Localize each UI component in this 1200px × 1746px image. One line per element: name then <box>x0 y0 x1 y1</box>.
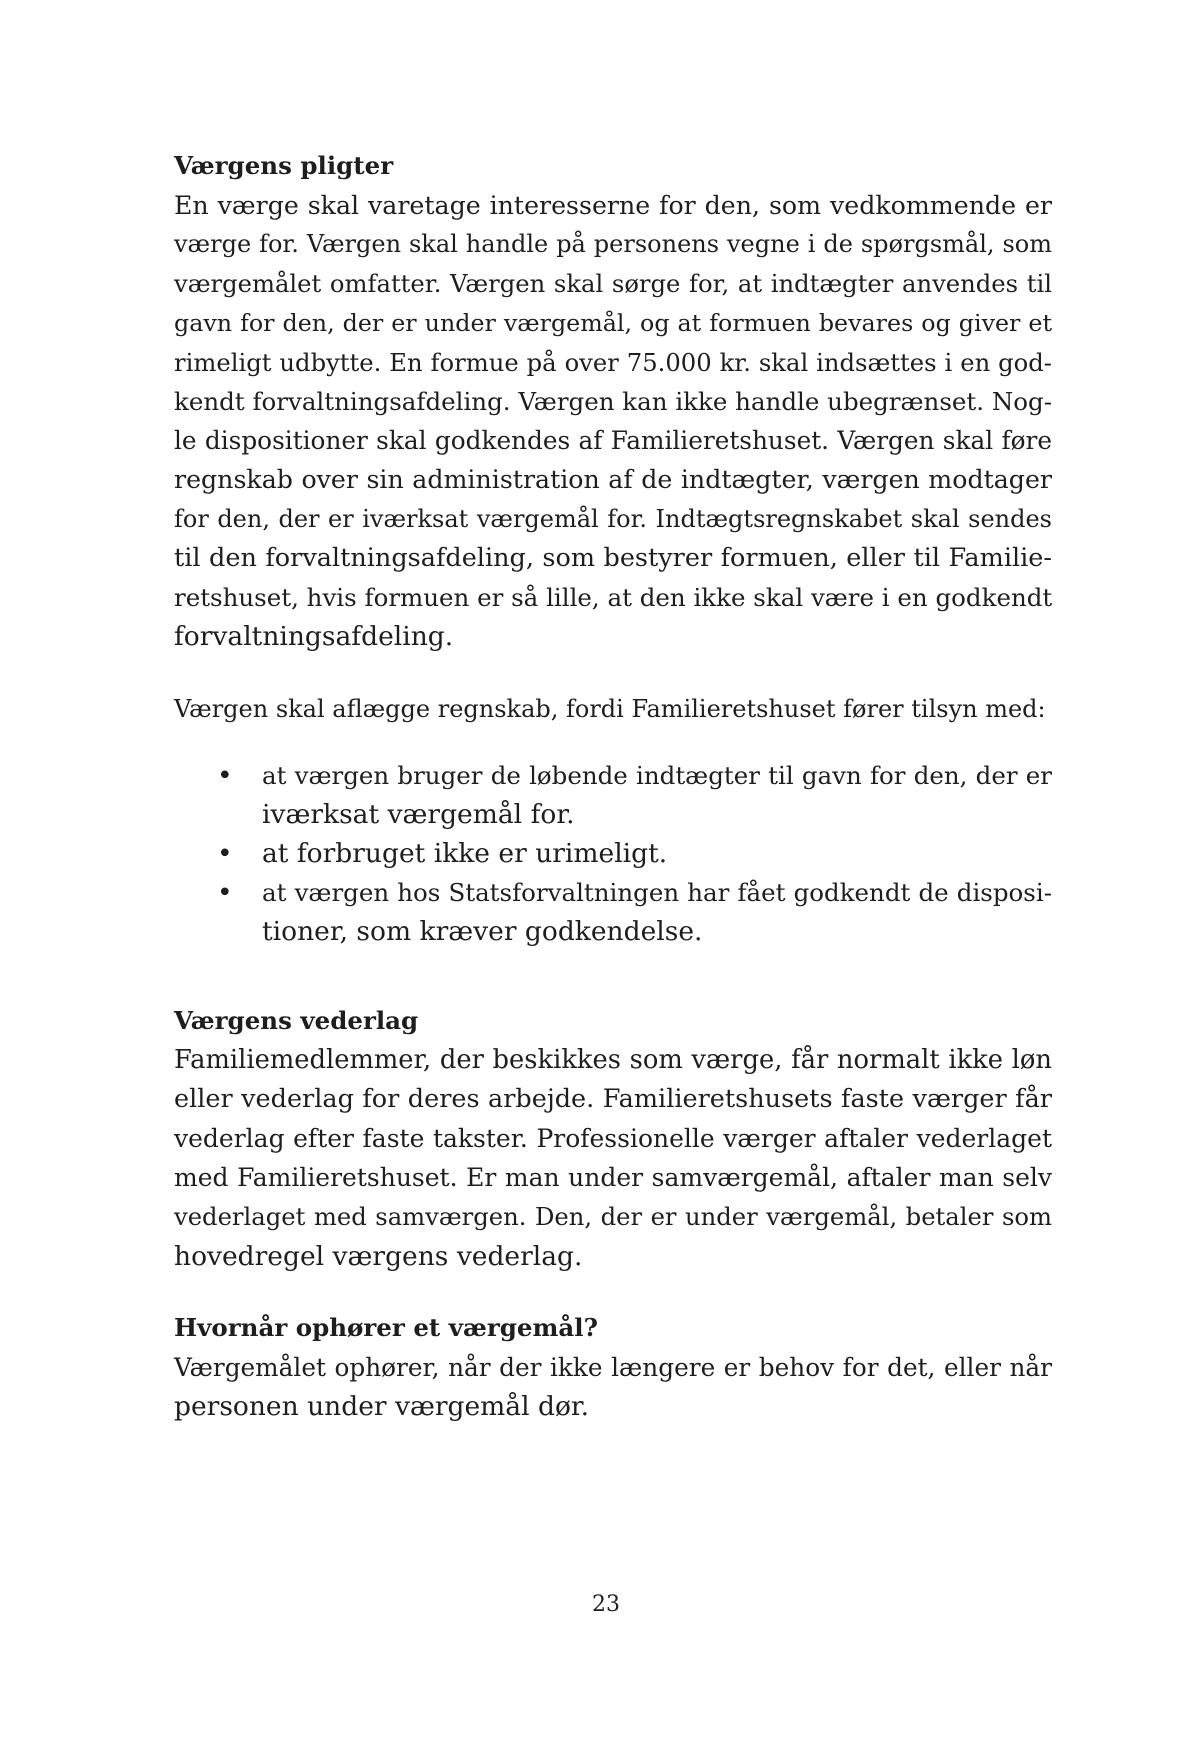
text-line: for den, der er iværksat værgemål for. Indtægtsregnskabet skal sendes <box>174 504 1052 533</box>
section-duties <box>174 146 1052 656</box>
list-item <box>174 873 1052 951</box>
text-line: iværksat værgemål for. <box>262 798 575 830</box>
supervision-intro: Værgen skal aflægge regnskab, fordi Familieretshuset fører tilsyn med: <box>174 695 1046 724</box>
section-body <box>174 186 1052 656</box>
text-line: til den forvaltningsafdeling, som bestyrer formuen, eller til Familie- <box>174 542 1052 573</box>
bullet-icon: • <box>217 877 233 909</box>
section-termination <box>174 1308 1052 1426</box>
section-heading: Hvornår ophører et værgemål? <box>174 1312 598 1342</box>
text-line: le dispositioner skal godkendes af Familieretshuset. Værgen skal føre <box>174 426 1052 456</box>
supervision-list <box>174 756 1052 952</box>
text-line: rimeligt udbytte. En formue på over 75.000 kr. skal indsættes i en god- <box>174 347 1052 377</box>
text-line: vederlaget med samværgen. Den, der er under værgemål, betaler som <box>174 1202 1052 1232</box>
text-line: eller vederlag for deres arbejde. Familieretshusets faste værger får <box>174 1083 1052 1114</box>
supervision-block <box>174 690 1052 951</box>
text-line: kendt forvaltningsafdeling. Værgen kan ikke handle ubegrænset. Nog- <box>174 387 1052 417</box>
text-line: at værgen hos Statsforvaltningen har fået godkendt de disposi- <box>262 878 1052 908</box>
document-page <box>174 146 1052 1426</box>
text-line: at værgen bruger de løbende indtægter til gavn for den, der er <box>262 760 1052 790</box>
page-number: 23 <box>592 1592 620 1617</box>
text-line: En værge skal varetage interesserne for den, som vedkommende er <box>174 191 1052 220</box>
bullet-icon: • <box>217 838 233 870</box>
section-fee <box>174 1001 1052 1276</box>
section-body <box>174 1348 1052 1426</box>
section-heading: Værgens pligter <box>174 151 394 180</box>
text-line: tioner, som kræver godkendelse. <box>262 916 703 948</box>
text-line: vederlag efter faste takster. Professionelle værger aftaler vederlaget <box>174 1124 1052 1154</box>
text-line: personen under værgemål dør. <box>174 1391 590 1423</box>
text-line: forvaltningsafdeling. <box>174 621 454 653</box>
text-line: at forbruget ikke er urimeligt. <box>262 838 668 870</box>
section-body <box>174 1041 1052 1276</box>
text-line: værgemålet omfatter. Værgen skal sørge for, at indtægter anvendes til <box>174 269 1052 299</box>
text-line: Værgemålet ophører, når der ikke længere er behov for det, eller når <box>174 1352 1052 1382</box>
section-heading: Værgens vederlag <box>174 1005 419 1035</box>
text-line: hovedregel værgens vederlag. <box>174 1240 583 1272</box>
list-item <box>174 756 1052 834</box>
text-line: Familiemedlemmer, der beskikkes som værge, får normalt ikke løn <box>174 1044 1052 1075</box>
text-line: gavn for den, der er under værgemål, og at formuen bevares og giver et <box>174 308 1052 337</box>
list-item <box>174 834 1052 873</box>
text-line: regnskab over sin administration af de indtægter, værgen modtager <box>174 465 1052 495</box>
text-line: retshuset, hvis formuen er så lille, at den ikke skal være i en godkendt <box>174 583 1053 613</box>
bullet-icon: • <box>217 759 233 791</box>
text-line: værge for. Værgen skal handle på personens vegne i de spørgsmål, som <box>174 230 1052 259</box>
text-line: med Familieretshuset. Er man under samværgemål, aftaler man selv <box>174 1163 1052 1193</box>
